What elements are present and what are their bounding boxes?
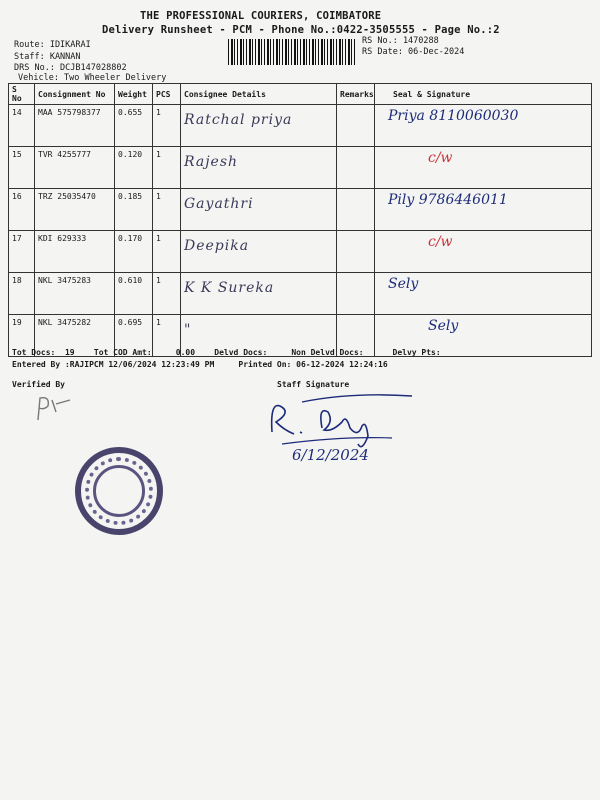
row-consignment: KDI 629333 [35, 231, 115, 273]
totals-line: Tot Docs: 19 Tot COD Amt: 0.00 Delvd Docs: Non Delvd Docs: Delvy Pts: [12, 348, 441, 357]
verified-signature [34, 394, 84, 428]
table-row [9, 231, 592, 273]
row-pcs: 1 [153, 189, 181, 231]
row-seal [375, 147, 592, 189]
col-sno: S No [9, 84, 35, 105]
route-label: Route: IDIKARAI [14, 40, 91, 50]
col-weight: Weight [115, 84, 153, 105]
row-remarks [337, 189, 375, 231]
row-sno: 15 [9, 147, 35, 189]
staff-sig-date: 6/12/2024 [292, 446, 369, 464]
row-seal [375, 105, 592, 147]
col-remarks: Remarks [337, 84, 375, 105]
row-sno: 18 [9, 273, 35, 315]
row-pcs: 1 [153, 273, 181, 315]
row-pcs: 1 [153, 147, 181, 189]
rs-number: RS No.: 1470288 [362, 36, 439, 46]
handwritten-consignee: Gayathri [184, 196, 254, 212]
row-consignee [181, 189, 337, 231]
handwritten-consignee: Deepika [184, 238, 250, 254]
handwritten-signature: Priya 8110060030 [388, 108, 519, 124]
handwritten-consignee: " [184, 322, 192, 338]
row-sno: 19 [9, 315, 35, 357]
row-weight: 0.120 [115, 147, 153, 189]
table-header-row [9, 84, 592, 105]
barcode-icon [228, 39, 356, 65]
row-consignment: NKL 3475283 [35, 273, 115, 315]
vehicle-label: Vehicle: Two Wheeler Delivery [18, 73, 167, 83]
row-weight: 0.655 [115, 105, 153, 147]
col-consignment: Consignment No [35, 84, 115, 105]
row-pcs: 1 [153, 231, 181, 273]
verified-by-label: Verified By [12, 380, 65, 389]
row-consignment: TVR 4255777 [35, 147, 115, 189]
row-sno: 16 [9, 189, 35, 231]
staff-signature [262, 392, 422, 476]
handwritten-signature: c/w [428, 150, 453, 166]
handwritten-consignee: Ratchal priya [184, 112, 293, 128]
row-seal [375, 273, 592, 315]
row-consignment: TRZ 25035470 [35, 189, 115, 231]
row-consignee [181, 147, 337, 189]
handwritten-signature: Pily 9786446011 [388, 192, 508, 208]
row-consignee [181, 273, 337, 315]
row-sno: 17 [9, 231, 35, 273]
table-row [9, 105, 592, 147]
row-remarks [337, 147, 375, 189]
table-row [9, 147, 592, 189]
runsheet-table [8, 83, 592, 357]
row-remarks [337, 105, 375, 147]
row-consignee [181, 105, 337, 147]
staff-label: Staff: KANNAN [14, 52, 81, 62]
row-consignment: MAA 575798377 [35, 105, 115, 147]
row-remarks [337, 273, 375, 315]
office-seal-stamp [75, 447, 163, 535]
entered-by-line: Entered By :RAJIPCM 12/06/2024 12:23:49 PM Printed On: 06-12-2024 12:24:16 [12, 360, 388, 369]
col-seal: Seal & Signature [375, 84, 592, 105]
row-remarks [337, 231, 375, 273]
row-weight: 0.695 [115, 315, 153, 357]
staff-signature-label: Staff Signature [277, 380, 350, 389]
row-seal [375, 231, 592, 273]
handwritten-signature: Sely [428, 318, 459, 334]
row-consignee [181, 231, 337, 273]
rs-date: RS Date: 06-Dec-2024 [362, 47, 465, 57]
handwritten-consignee: Rajesh [184, 154, 239, 170]
drs-number: DRS No.: DCJB147028802 [14, 63, 127, 73]
col-pcs: PCS [153, 84, 181, 105]
company-title: THE PROFESSIONAL COURIERS, COIMBATORE [140, 10, 382, 22]
handwritten-signature: c/w [428, 234, 453, 250]
row-sno: 14 [9, 105, 35, 147]
row-weight: 0.170 [115, 231, 153, 273]
table-row [9, 273, 592, 315]
row-pcs: 1 [153, 105, 181, 147]
row-pcs: 1 [153, 315, 181, 357]
col-consignee: Consignee Details [181, 84, 337, 105]
row-weight: 0.610 [115, 273, 153, 315]
table-row [9, 189, 592, 231]
row-weight: 0.185 [115, 189, 153, 231]
runsheet-title: Delivery Runsheet - PCM - Phone No.:0422-3505555 - Page No.:2 [102, 24, 500, 36]
row-consignment: NKL 3475282 [35, 315, 115, 357]
handwritten-signature: Sely [388, 276, 419, 292]
handwritten-consignee: K K Sureka [184, 280, 275, 296]
row-seal [375, 189, 592, 231]
